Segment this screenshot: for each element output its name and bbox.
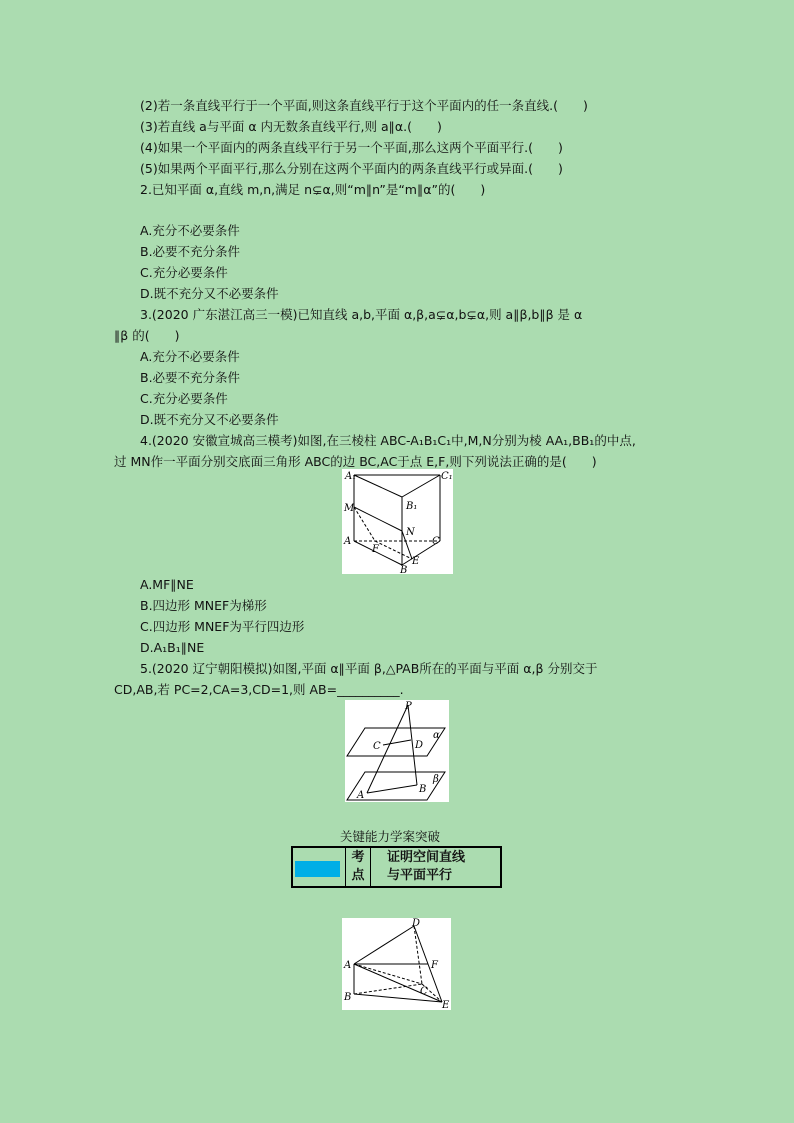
pyramid-figure: [342, 918, 451, 1010]
question-4: 4.(2020 安徽宣城高三模考)如图,在三棱柱 ABC-A₁B₁C₁中,M,N分别为棱 AA₁,BB₁的中点,: [140, 433, 636, 448]
topic-line: 与平面平行: [387, 868, 453, 883]
question-3: 3.(2020 广东湛江高三一模)已知直线 a,b,平面 α,β,a⊊α,b⊊α,则 a∥β,b∥β 是 α: [140, 307, 583, 322]
table-cell-blank: [293, 848, 346, 886]
option-b: B.必要不充分条件: [140, 370, 241, 385]
option-c: C.充分必要条件: [140, 391, 228, 406]
label-a: A: [357, 790, 365, 801]
option-b: B.必要不充分条件: [140, 244, 241, 259]
label-b: B: [344, 992, 352, 1003]
question-4-cont: 过 MN作一平面分别交底面三角形 ABC的边 BC,AC于点 E,F,则下列说法正确的是( ): [114, 454, 597, 469]
question-3-cont: ∥β 的( ): [114, 328, 180, 343]
option-c: C.充分必要条件: [140, 265, 228, 280]
label-c1: C₁: [441, 471, 453, 482]
question-5: 5.(2020 辽宁朝阳模拟)如图,平面 α∥平面 β,△PAB所在的平面与平面 α,β 分别交于: [140, 661, 598, 676]
label-f: F: [431, 960, 438, 971]
table-cell-topic: [371, 848, 500, 886]
section-title: 关键能力学案突破: [340, 829, 441, 844]
label-b1: B₁: [406, 501, 418, 512]
text-line: (4)如果一个平面内的两条直线平行于另一个平面,那么这两个平面平行.( ): [140, 140, 563, 155]
label-m: M: [344, 503, 355, 514]
kaodian-char: 点: [351, 868, 365, 883]
highlight-box: [295, 861, 340, 877]
label-d: D: [415, 740, 424, 751]
label-a1: A₁: [345, 471, 357, 482]
table-cell-kaodian: [346, 848, 371, 886]
label-e: E: [412, 556, 420, 567]
label-d: D: [412, 918, 421, 929]
label-alpha: α: [433, 730, 440, 741]
option-a: A.充分不必要条件: [140, 223, 240, 238]
label-a: A: [344, 536, 352, 547]
label-c: C: [432, 536, 440, 547]
option-c: C.四边形 MNEF为平行四边形: [140, 619, 305, 634]
option-a: A.MF∥NE: [140, 577, 194, 592]
prism-figure: [342, 469, 453, 574]
option-b: B.四边形 MNEF为梯形: [140, 598, 267, 613]
kaodian-char: 考: [351, 850, 365, 865]
label-n: N: [406, 527, 415, 538]
option-d: D.A₁B₁∥NE: [140, 640, 205, 655]
planes-figure: [345, 700, 449, 802]
question-5-cont: CD,AB,若 PC=2,CA=3,CD=1,则 AB=__________.: [114, 682, 404, 697]
label-a: A: [344, 960, 352, 971]
option-a: A.充分不必要条件: [140, 349, 240, 364]
label-e: E: [442, 1000, 450, 1010]
text-line: (3)若直线 a与平面 α 内无数条直线平行,则 a∥α.( ): [140, 119, 442, 134]
option-d: D.既不充分又不必要条件: [140, 412, 279, 427]
label-b: B: [400, 565, 408, 574]
label-b: B: [419, 784, 427, 795]
text-line: (5)如果两个平面平行,那么分别在这两个平面内的两条直线平行或异面.( ): [140, 161, 563, 176]
option-d: D.既不充分又不必要条件: [140, 286, 279, 301]
label-f: F: [372, 544, 379, 555]
topic-table: [291, 846, 502, 888]
text-line: (2)若一条直线平行于一个平面,则这条直线平行于这个平面内的任一条直线.( ): [140, 98, 588, 113]
label-c: C: [420, 986, 428, 997]
label-beta: β: [433, 774, 439, 785]
label-c: C: [373, 741, 381, 752]
label-p: P: [405, 701, 412, 712]
topic-line: 证明空间直线: [387, 850, 466, 865]
question-2: 2.已知平面 α,直线 m,n,满足 n⊊α,则“m∥n”是“m∥α”的( ): [140, 182, 486, 197]
